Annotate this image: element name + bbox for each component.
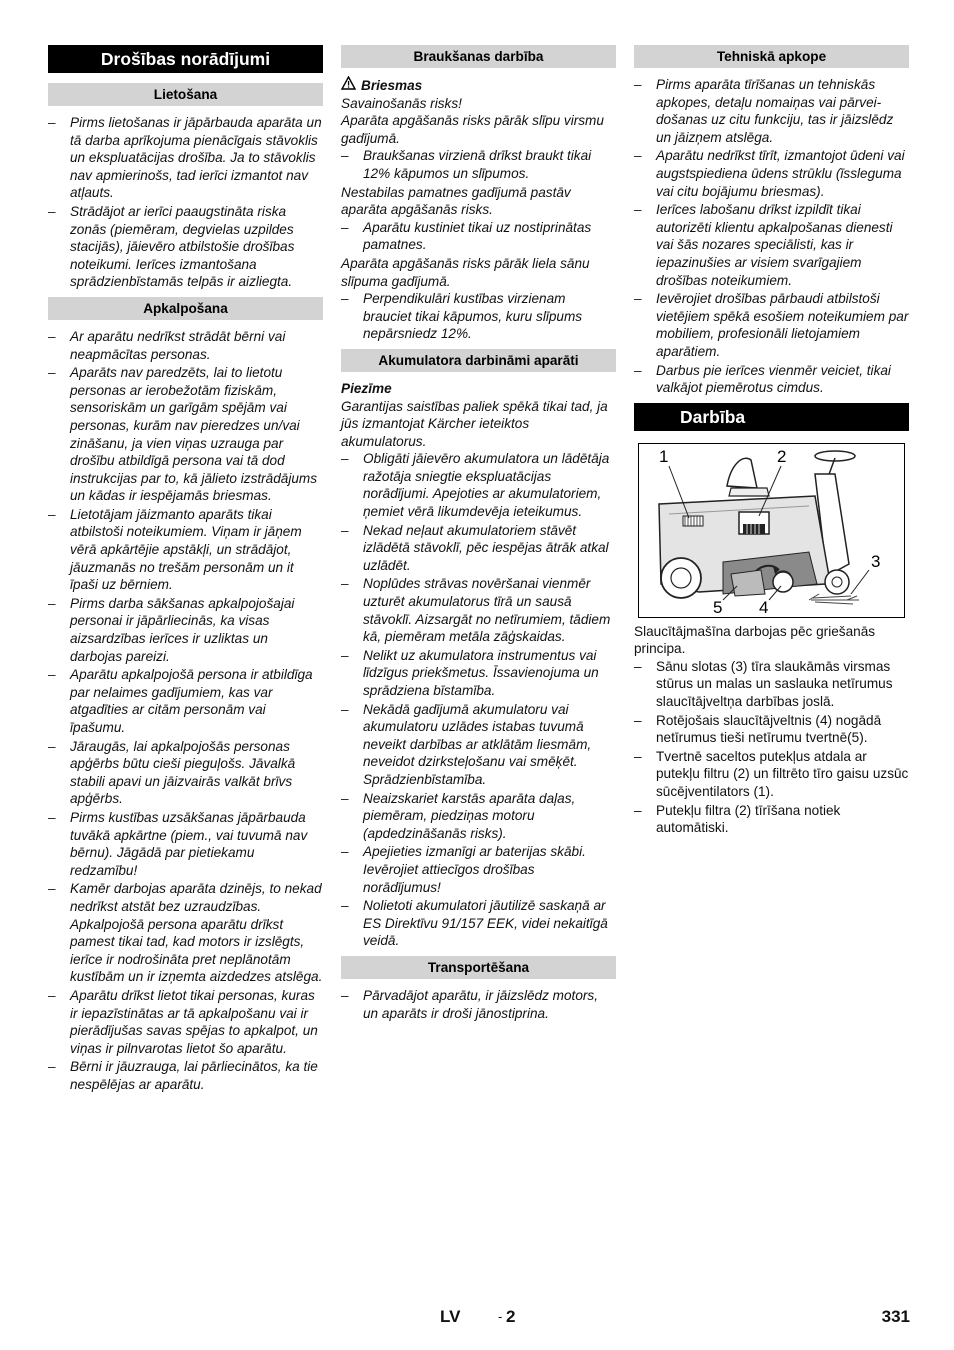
paragraph: Aparāta apgāšanās risks pārāk liela sānu slīpuma gadījumā. (341, 255, 590, 289)
list-item: – Aparātu nedrīkst tīrīt, izmantojot ūdeni vai augstspiediena ūdens strūklu (īssleguma vai citu bojājumu briesmas). (634, 148, 905, 199)
list-item: – Aparātu apkalpojošā persona ir atbildīga par nelaimes gadījumiem, kas var atgadīties ar citām personām vai īpašumu. (48, 667, 313, 735)
list-item: – Nekādā gadījumā akumulatoru vai akumulatoru uzlādes istabas tuvumā neveikt darbības ar atklātām liesmām, neveidot dzirksteļošanu vai smēķēt. Sprādzienbīstamība. (341, 701, 592, 787)
list-item: – Aparātu drīkst lietot tikai personas, kuras ir iepazīstinātas ar tā apkalpošanu vai ir pierādījušas savas spējas to apkalpot, un viņas ir pilnvarotas lietot šo aparātu. (48, 987, 318, 1056)
warning-label: Briesmas (361, 77, 423, 93)
list-item: – Nolietoti akumulatori jāutilizē saskaņā ar ES Direktīvu 91/157 EEK, videi nekaitīgā veidā. (341, 898, 608, 949)
list-item: – Tvertnē saceltos putekļus atdala ar putekļu filtru (2) un filtrēto tīro gaisu uzsūc sūcējventilators (1). (634, 748, 909, 800)
note-text: Garantijas saistības paliek spēkā tikai tad, ja jūs izmantojat Kärcher ieteiktos akumulatorus. (341, 398, 608, 449)
list-item: – Lietotājam jāizmanto aparāts tikai atbilstoši noteikumiem. Viņam ir jāņem vērā apkārtējie apstākļi, un strādājot, jāuzmanās no trešām personām un it īpaši uz bērniem. (48, 506, 302, 593)
sweeper-illustration (639, 444, 906, 619)
callout-2: 2 (777, 446, 787, 466)
subsection-title-maintenance: Tehniskā apkope (634, 45, 909, 68)
list-item: – Ierīces labošanu drīkst izpildīt tikai autorizēti klientu apkalpošanas dienesti vai šās nozares speciālisti, kas ir iepazinušies ar visiem svarīgajiem drošības noteikumiem. (634, 202, 893, 288)
column-2 (341, 45, 616, 1028)
paragraph: Savainošanās risks! (341, 95, 462, 111)
paragraph: Nestabilas pamatnes gadījumā pastāv aparāta apgāšanās risks. (341, 184, 571, 218)
list-item: – Nekad neļaut akumulatoriem stāvēt izlādētā stāvoklī, pēc iespējas ātrāk atkal uzlādēt. (341, 522, 609, 573)
footer-section-number: 2 (506, 1307, 516, 1326)
list-item: – Pirms aparāta tīrīšanas un tehniskās apkopes, detaļu nomaiņas vai pārveidošanas uz citu funkciju, tas ir jāizslēdz un jāizņem atslēga. (634, 77, 894, 145)
maintenance-list (634, 76, 909, 397)
list-item: – Braukšanas virzienā drīkst braukt tikai 12% kāpumos un slīpumos. (341, 148, 592, 181)
list-item: – Ievērojiet drošības pārbaudi atbilstoši vietējiem spēkā esošiem noteikumiem par mobiliem, profesionāli lietojamiem aparātiem. (634, 291, 909, 359)
list-item: – Putekļu filtra (2) tīrīšana notiek automātiski. (634, 802, 841, 836)
transport-list (341, 987, 616, 1022)
list-item: – Noplūdes strāvas novēršanai vienmēr uzturēt akumulatorus tīrā un sausā stāvoklī. Aizsargāt no netīrumiem, tādiem kā, piemēram metāla zāģskaidas. (341, 576, 611, 645)
list-item: – Pirms lietošanas ir jāpārbauda aparāta un tā darba aprīkojuma pienācīgais stāvoklis un ekspluatācijas drošība. Ja to stāvoklis nav apmierinošs, tad ierīci izmantot nav atļauts. (48, 115, 322, 201)
warning-heading (341, 76, 616, 95)
list-item: – Aparātu kustiniet tikai uz nostiprinātas pamatnes. (341, 219, 592, 253)
section-title-safety: Drošības norādījumi (48, 45, 323, 73)
usage-list (48, 114, 323, 291)
list-item: – Pirms darba sākšanas apkalpojošajai personai ir jāpārliecinās, ka visas aizsardzības ierīces ir uzliktas un darbojas pareizi. (48, 595, 295, 664)
callout-3: 3 (871, 551, 881, 571)
list-item: – Rotējošais slaucītājveltnis (4) nogādā netīrumus tieši netīrumu tvertnē(5). (634, 712, 882, 746)
section-title-operation: Darbība (634, 403, 909, 431)
list-item: – Darbus pie ierīces vienmēr veiciet, tikai valkājot piemērotus cimdus. (634, 362, 891, 396)
subsection-title-battery: Akumulatora darbināmi aparāti (341, 349, 616, 372)
list-item: – Jāraugās, lai apkalpojošās personas apģērbs būtu cieši pieguļošs. Jāvalkā stabili apavi un jāizvairās valkāt brīvs apģērbs. (48, 738, 296, 807)
list-item: – Ar aparātu nedrīkst strādāt bērni vai neapmācītas personas. (48, 328, 286, 362)
list-item: – Perpendikulāri kustības virzienam brauciet tikai kāpumos, kuru slīpums nepārsniedz 12%. (341, 291, 583, 342)
operation-list (48, 328, 323, 1094)
battery-list (341, 450, 616, 950)
subsection-title-usage: Lietošana (48, 83, 323, 106)
driving-list-3 (341, 290, 616, 343)
callout-4: 4 (759, 597, 769, 617)
driving-list-1 (341, 147, 616, 182)
callout-1: 1 (659, 446, 669, 466)
list-item: – Aparāts nav paredzēts, lai to lietotu personas ar ierobežotām fiziskām, sensoriskām un garīgām spējām vai personas, kurām nav pieredzes un/vai zināšanu, ja vien viņas uzrauga par drošību atbildīgā persona vai tā dod instrukcijas par to, kā jālieto izstrādājums un kādas ir iespējamās briesmas. (48, 365, 318, 504)
list-item: – Obligāti jāievēro akumulatora un lādētāja ražotāja sniegtie ekspluatācijas norādījumi. Apejoties ar akumulatoriem, ņemiet vērā likumdevēja ieteikumus. (341, 451, 610, 520)
footer-separator: - (498, 1309, 503, 1324)
footer-page-number: 331 (881, 1307, 910, 1326)
note-label: Piezīme (341, 380, 392, 396)
column-3 (634, 45, 909, 843)
list-item: – Bērni ir jāuzrauga, lai pārliecinātos, ka tie nespēlējas ar aparātu. (48, 1059, 318, 1092)
list-item: – Sānu slotas (3) tīra slaukāmās virsmas stūrus un malas un saslauka netīrumus slaucītājveltņa darbības joslā. (634, 658, 893, 710)
list-item: – Kamēr darbojas aparāta dzinējs, to nekad nedrīkst atstāt bez uzraudzības. Apkalpojošā persona aparātu drīkst pamest tikai tad, kad motors ir izslēgts, ierīce ir nodrošināta pret neplānotām kustībām un ir izņemta aizdedzes atslēga. (48, 881, 323, 985)
column-1 (48, 45, 323, 1099)
sweeper-diagram (638, 443, 905, 618)
paragraph: Aparāta apgāšanās risks pārāk slīpu virsmu gadījumā. (341, 113, 604, 146)
list-item: – Neaizskariet karstās aparāta daļas, piemēram, piedziņas motoru (apdedzināšanās risks). (341, 790, 576, 841)
footer-language: LV (440, 1307, 461, 1326)
list-item: – Pirms kustības uzsākšanas jāpārbauda tuvākā apkārtne (piem., vai tuvumā nav bērnu). Jāgādā par pietiekamu redzamību! (48, 809, 308, 878)
warning-triangle-icon (341, 76, 356, 95)
operation-principle-list (634, 658, 909, 837)
list-item: – Pārvadājot aparātu, ir jāizslēdz motors, un aparāts ir droši jānostiprina. (341, 987, 598, 1021)
driving-list-2 (341, 219, 616, 254)
subsection-title-transport: Transportēšana (341, 956, 616, 979)
list-item: – Nelikt uz akumulatora instrumentus vai līdzīgus priekšmetus. Īssavienojuma un sprādziena bīstamība. (341, 647, 599, 698)
callout-5: 5 (713, 597, 723, 617)
operation-intro: Slaucītājmašīna darbojas pēc griešanās principa. (634, 623, 876, 657)
subsection-title-driving: Braukšanas darbība (341, 45, 616, 68)
list-item: – Apejieties izmanīgi ar baterijas skābi. Ievērojiet attiecīgos drošības norādījumus! (341, 844, 586, 895)
subsection-title-operation: Apkalpošana (48, 297, 323, 320)
list-item: – Strādājot ar ierīci paaugstināta riska zonās (piemēram, degvielas uzpildes stacijās), jāievēro atbilstošie drošības noteikumi. Ierīces izmantošana sprādzienbīstamās telpās ir aizliegta. (48, 203, 295, 290)
